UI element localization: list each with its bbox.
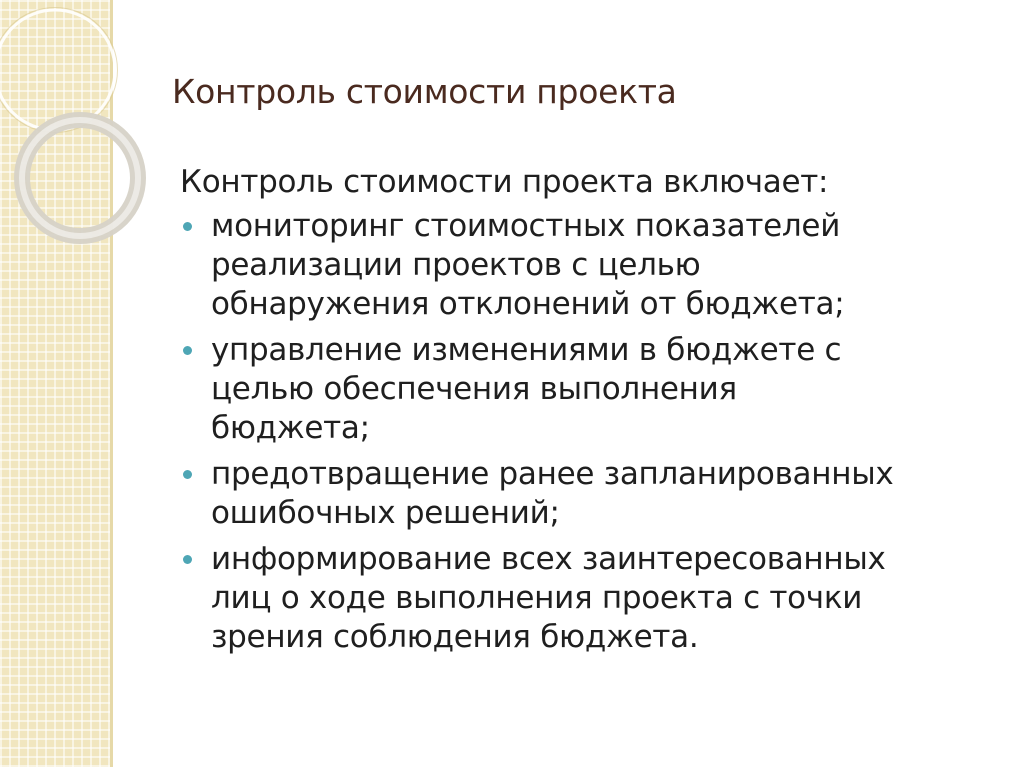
list-item-line: целью обеспечения выполнения: [211, 371, 737, 407]
list-item-line: лиц о ходе выполнения проекта с точки: [211, 580, 863, 616]
bullet-dot-icon: [183, 555, 192, 564]
list-item-line: ошибочных решений;: [211, 495, 560, 531]
bullet-dot-icon: [183, 222, 192, 231]
list-item-line: бюджета;: [211, 410, 370, 446]
list-item: [180, 455, 1010, 533]
list-item: [180, 540, 1010, 657]
list-item-line: реализации проектов с целью: [211, 247, 701, 283]
list-item: [180, 331, 1010, 448]
slide-title: Контроль стоимости проекта: [172, 72, 677, 111]
slide-body: [180, 163, 1010, 664]
bullet-list: [180, 207, 1010, 657]
list-item-line: информирование всех заинтересованных: [211, 541, 886, 577]
list-item-line: зрения соблюдения бюджета.: [211, 619, 699, 655]
list-item-line: мониторинг стоимостных показателей: [211, 208, 841, 244]
list-item-line: управление изменениями в бюджете с: [211, 332, 842, 368]
intro-text: Контроль стоимости проекта включает:: [180, 164, 829, 200]
decorative-rings-icon: [0, 0, 130, 260]
bullet-dot-icon: [183, 346, 192, 355]
list-item-line: обнаружения отклонений от бюджета;: [211, 286, 845, 322]
bullet-dot-icon: [183, 470, 192, 479]
list-item: [180, 207, 1010, 324]
list-item-line: предотвращение ранее запланированных: [211, 456, 894, 492]
